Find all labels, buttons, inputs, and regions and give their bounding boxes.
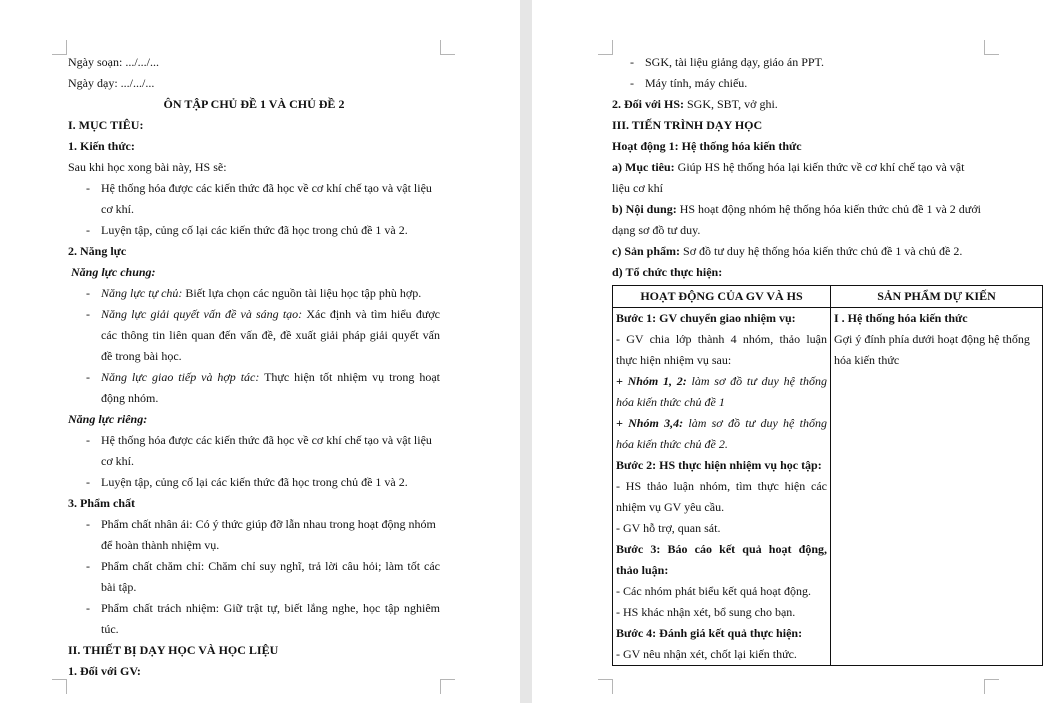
list-item: - Phẩm chất nhân ái: Có ý thức giúp đỡ lẫn nhau trong hoạt động nhóm [86, 517, 436, 531]
table-header-activity: HOẠT ĐỘNG CỦA GV VÀ HS [613, 286, 831, 308]
corner-mark-bottom-right [440, 679, 455, 694]
intro-text: Sau khi học xong bài này, HS sẽ: [68, 160, 227, 174]
product: c) Sản phẩm: Sơ đồ tư duy hệ thống hóa kiến thức chủ đề 1 và chủ đề 2. [612, 244, 963, 258]
list-item: - Năng lực tự chủ: Biết lựa chọn các nguồn tài liệu học tập phù hợp. [86, 286, 422, 300]
step-3: Bước 3: Báo cáo kết quả hoạt động, [616, 542, 827, 556]
organization-heading: d) Tổ chức thực hiện: [612, 265, 723, 279]
for-students: 2. Đối với HS: SGK, SBT, vở ghi. [612, 97, 778, 111]
cell-text: + Nhóm 3,4: làm sơ đồ tư duy hệ thống [616, 416, 827, 430]
content: b) Nội dung: HS hoạt động nhóm hệ thống hóa kiến thức chủ đề 1 và 2 dưới [612, 202, 981, 216]
step-1: Bước 1: GV chuyển giao nhiệm vụ: [616, 311, 796, 325]
section-teaching-process: III. TIẾN TRÌNH DẠY HỌC [612, 118, 763, 132]
step-4: Bước 4: Đánh giá kết quả thực hiện: [616, 626, 803, 640]
heading-specific-competence: Năng lực riêng: [68, 412, 148, 426]
list-item: - Luyện tập, củng cố lại các kiến thức đã học trong chủ đề 1 và 2. [86, 223, 408, 237]
objective: a) Mục tiêu: Giúp HS hệ thống hóa lại kiến thức về cơ khí chế tạo và vật [612, 160, 965, 174]
cell-text: nhiệm vụ GV yêu cầu. [616, 500, 725, 514]
corner-mark-top-left [598, 40, 613, 55]
content-cont: dạng sơ đồ tư duy. [612, 223, 701, 237]
document-title: ÔN TẬP CHỦ ĐỀ 1 VÀ CHỦ ĐỀ 2 [163, 97, 345, 111]
cell-text: hóa kiến thức [834, 353, 900, 367]
cell-text: Gợi ý đính phía dưới hoạt động hệ thống [834, 332, 1030, 346]
list-item: - Năng lực giao tiếp và hợp tác: Thực hiện tốt nhiệm vụ trong hoạt [86, 370, 440, 384]
cell-text: - GV hỗ trợ, quan sát. [616, 521, 721, 535]
cell-text: - HS thảo luận nhóm, tìm thực hiện các [616, 479, 827, 493]
cell-text: + Nhóm 1, 2: làm sơ đồ tư duy hệ thống [616, 374, 827, 388]
cell-text: - GV chia lớp thành 4 nhóm, thảo luận [616, 332, 827, 346]
activity-table [612, 285, 1043, 666]
list-item-cont: đề trong bài học. [101, 349, 182, 363]
page-text [612, 52, 1042, 666]
heading-competence: 2. Năng lực [68, 244, 127, 258]
table-row [613, 308, 1043, 666]
list-item-cont: bài tập. [101, 580, 137, 594]
cell-text: thực hiện nhiệm vụ sau: [616, 353, 732, 367]
list-item-cont: để hoàn thành nhiệm vụ. [101, 538, 220, 552]
list-item: - SGK, tài liệu giảng dạy, giáo án PPT. [630, 55, 824, 69]
page-gutter [520, 0, 532, 703]
step-3-cont: thảo luận: [616, 563, 669, 577]
step-2: Bước 2: HS thực hiện nhiệm vụ học tập: [616, 458, 822, 472]
list-item-cont: động nhóm. [101, 391, 159, 405]
corner-mark-bottom-left [598, 679, 613, 694]
cell-text: - Các nhóm phát biểu kết quả hoạt động. [616, 584, 811, 598]
heading-for-teacher: 1. Đối với GV: [68, 664, 141, 678]
section-equipment: II. THIẾT BỊ DẠY HỌC VÀ HỌC LIỆU [68, 643, 279, 657]
cell-text: hóa kiến thức chủ đề 2. [616, 437, 728, 451]
corner-mark-bottom-right [984, 679, 999, 694]
table-cell-product [831, 308, 1043, 666]
list-item-cont: các thông tin liên quan đến vấn đề, đề xuất giải pháp giải quyết vấn [101, 328, 440, 342]
list-item-cont: cơ khí. [101, 454, 135, 468]
corner-mark-top-right [440, 40, 455, 55]
page-text [68, 52, 440, 682]
document-page-right [532, 0, 1058, 703]
list-item: - Phẩm chất chăm chỉ: Chăm chỉ suy nghĩ, trả lời câu hỏi; làm tốt các [86, 559, 440, 573]
heading-qualities: 3. Phẩm chất [68, 496, 135, 510]
heading-knowledge: 1. Kiến thức: [68, 139, 135, 153]
cell-text: - GV nêu nhận xét, chốt lại kiến thức. [616, 647, 797, 661]
date-taught: Ngày dạy: .../.../... [68, 76, 155, 90]
list-item: - Hệ thống hóa được các kiến thức đã học về cơ khí chế tạo và vật liệu [86, 181, 432, 195]
date-prepared: Ngày soạn: .../.../... [68, 55, 159, 69]
table-cell-activity [613, 308, 831, 666]
list-item: - Năng lực giải quyết vấn đề và sáng tạo: Xác định và tìm hiểu được [86, 307, 441, 321]
cell-text: - HS khác nhận xét, bổ sung cho bạn. [616, 605, 796, 619]
cell-text: hóa kiến thức chủ đề 1 [616, 395, 725, 409]
list-item: - Phẩm chất trách nhiệm: Giữ trật tự, biết lắng nghe, học tập nghiêm [86, 601, 440, 615]
list-item: - Máy tính, máy chiếu. [630, 76, 748, 90]
table-header-product: SẢN PHẨM DỰ KIẾN [831, 286, 1043, 308]
section-objectives: I. MỤC TIÊU: [68, 118, 144, 132]
list-item-cont: cơ khí. [101, 202, 135, 216]
objective-cont: liệu cơ khí [612, 181, 663, 195]
list-item: - Hệ thống hóa được các kiến thức đã học về cơ khí chế tạo và vật liệu [86, 433, 432, 447]
corner-mark-bottom-left [52, 679, 67, 694]
activity-1-heading: Hoạt động 1: Hệ thống hóa kiến thức [612, 139, 802, 153]
table-header-row [613, 286, 1043, 308]
corner-mark-top-left [52, 40, 67, 55]
list-item: - Luyện tập, củng cố lại các kiến thức đã học trong chủ đề 1 và 2. [86, 475, 408, 489]
list-item-cont: túc. [101, 622, 119, 636]
heading-general-competence: Năng lực chung: [71, 265, 156, 279]
document-page-left [0, 0, 520, 703]
product-heading: I . Hệ thống hóa kiến thức [834, 311, 968, 325]
